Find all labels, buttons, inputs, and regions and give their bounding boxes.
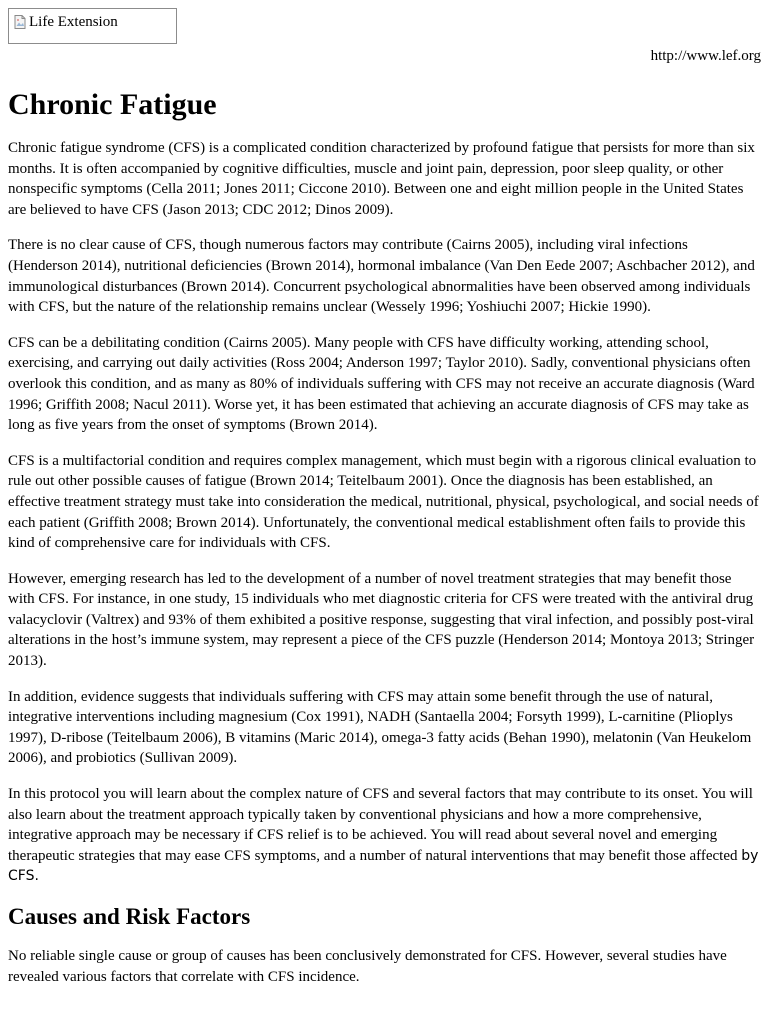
paragraph-7-main: In this protocol you will learn about the complex nature of CFS and several factors that may contribute to its onset. You will also learn about the treatment approach typically taken by conventional physicians and how a more comprehensive, integrative approach may be necessary if CFS relief is to be achieved. You will read about several novel and emerging therapeutic strategies that may ease CFS symptoms, and a number of natural interventions that may benefit those affected [8, 786, 753, 864]
logo-image-placeholder[interactable] [8, 8, 177, 44]
paragraph-4: CFS is a multifactorial condition and requires complex management, which must begin with a rigorous clinical evaluation to rule out other possible causes of fatigue (Brown 2014; Teitelbaum 2001). Once the diagnosis has been established, an effective treatment strategy must take into consideration the medical, nutritional, physical, psychological, and social needs of each patient (Griffith 2008; Brown 2014). Unfortunately, the conventional medical establishment often fails to provide this kind of comprehensive care for individuals with CFS. [8, 452, 759, 552]
paragraph-7-tail: by CFS. [8, 847, 759, 885]
paragraph-7 [8, 784, 760, 887]
section-paragraph-1: No reliable single cause or group of causes has been conclusively demonstrated for CFS. However, several studies have revealed various factors that correlate with CFS incidence. [8, 948, 727, 985]
section-heading-causes: Causes and Risk Factors [8, 904, 251, 929]
paragraph-5: However, emerging research has led to the development of a number of novel treatment strategies that may benefit those with CFS. For instance, in one study, 15 individuals who met diagnostic criteria for CFS were treated with the antiviral drug valacyclovir (Valtrex) and 93% of them exhibited a positive response, suggesting that viral infection, and possibly post-viral alterations in the host’s immune system, may represent a piece of the CFS puzzle (Henderson 2014; Montoya 2013; Stringer 2013). [8, 570, 755, 670]
paragraph-3: CFS can be a debilitating condition (Cairns 2005). Many people with CFS have difficulty working, attending school, exercising, and carrying out daily activities (Ross 2004; Anderson 1997; Taylor 2010). Sadly, conventional physicians often overlook this condition, and as many as 80% of individuals suffering with CFS may not receive an accurate diagnosis (Ward 1996; Griffith 2008; Nacul 2011). Worse yet, it has been estimated that achieving an accurate diagnosis of CFS may take as long as five years from the onset of symptoms (Brown 2014). [8, 334, 755, 434]
paragraph-6: In addition, evidence suggests that individuals suffering with CFS may attain some benefit through the use of natural, integrative interventions including magnesium (Cox 1991), NADH (Santaella 2004; Forsyth 1999), L-carnitine (Plioplys 1997), D-ribose (Teitelbaum 2006), B vitamins (Maric 2014), omega-3 fatty acids (Behan 1990), melatonin (Van Heukelom 2006), and probiotics (Sullivan 2009). [8, 688, 752, 767]
paragraph-2: There is no clear cause of CFS, though numerous factors may contribute (Cairns 2005), including viral infections (Henderson 2014), nutritional deficiencies (Brown 2014), hormonal imbalance (Van Den Eede 2007; Aschbacher 2012), and immunological disturbances (Brown 2014). Concurrent psychological abnormalities have been observed among individuals with CFS, but the nature of the relationship remains unclear (Wessely 1996; Yoshiuchi 2007; Hickie 1990). [8, 237, 755, 316]
article-content [8, 86, 760, 1002]
page-title: Chronic Fatigue [8, 88, 217, 121]
paragraph-1: Chronic fatigue syndrome (CFS) is a complicated condition characterized by profound fatigue that persists for more than six months. It is often accompanied by cognitive difficulties, muscle and joint pain, depression, poor sleep quality, or other nonspecific symptoms (Cella 2011; Jones 2011; Ciccone 2010). Between one and eight million people in the United States are believed to have CFS (Jason 2013; CDC 2012; Dinos 2009). [8, 140, 755, 218]
site-url[interactable]: http://www.lef.org [650, 48, 761, 64]
logo-alt-container [14, 14, 118, 30]
logo-alt-text: Life Extension [29, 14, 118, 30]
broken-image-icon [14, 15, 26, 29]
